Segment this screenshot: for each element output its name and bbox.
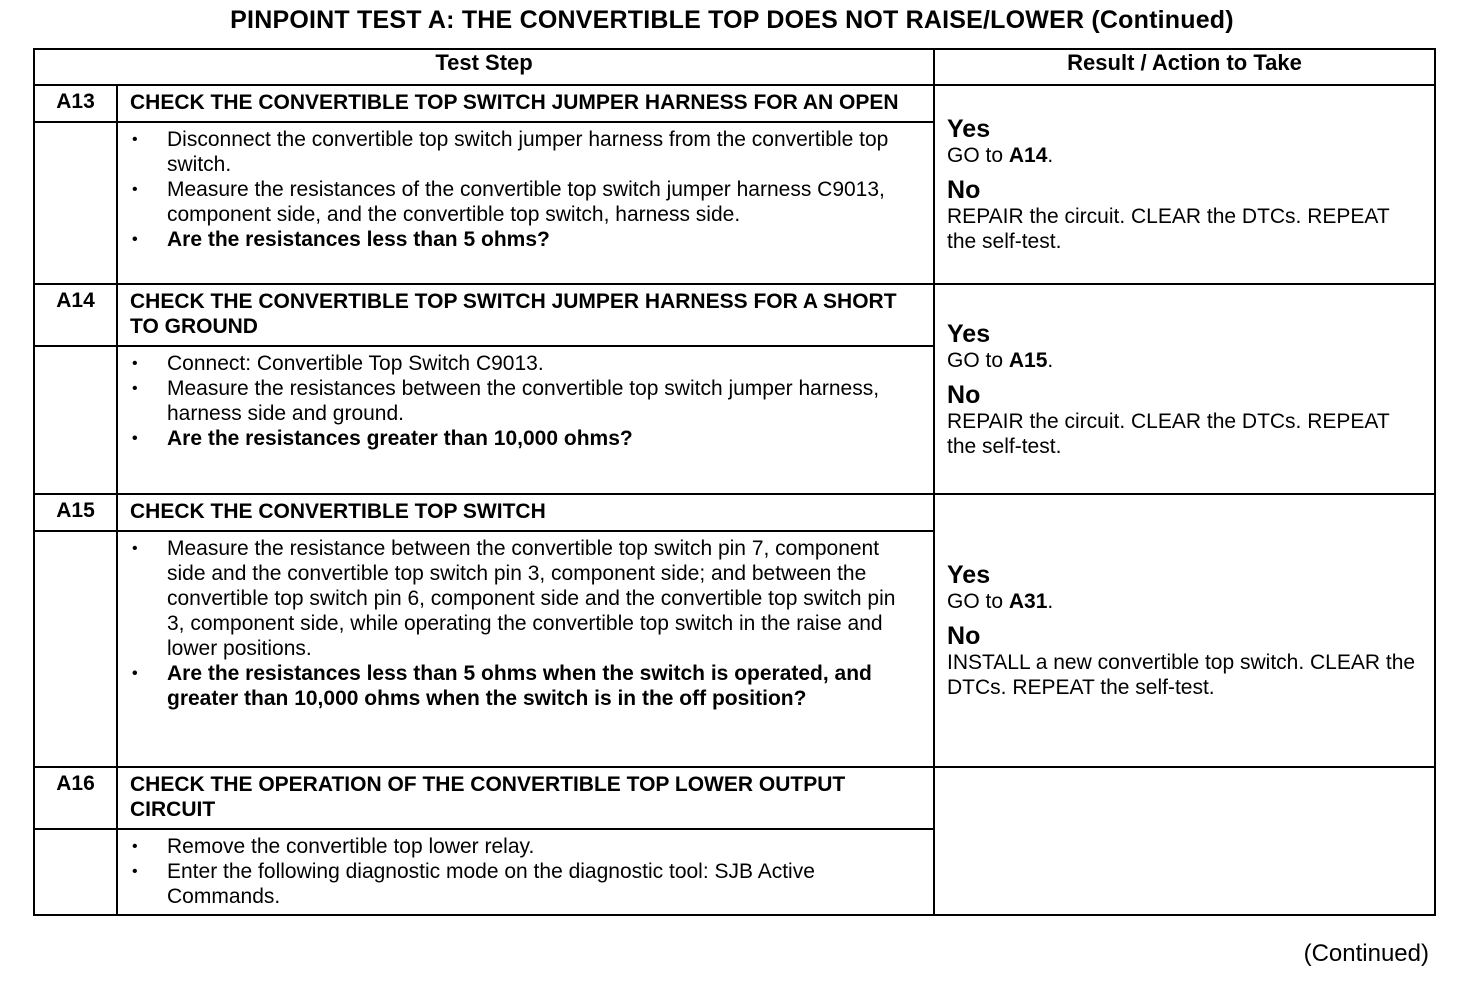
step-id: A13 bbox=[34, 85, 117, 122]
step-id-spacer bbox=[34, 346, 117, 494]
step-a16-title-row bbox=[34, 767, 1435, 829]
step-a14-title-row bbox=[34, 284, 1435, 346]
step-bullet: • Disconnect the convertible top switch jumper harness from the convertible top switch. bbox=[130, 127, 913, 177]
step-title: CHECK THE CONVERTIBLE TOP SWITCH JUMPER HARNESS FOR AN OPEN bbox=[117, 85, 934, 122]
page-title: PINPOINT TEST A: THE CONVERTIBLE TOP DOES NOT RAISE/LOWER (Continued) bbox=[230, 6, 1234, 34]
yes-action: GO to A31. bbox=[947, 590, 1054, 613]
step-title: CHECK THE CONVERTIBLE TOP SWITCH bbox=[117, 494, 934, 531]
step-id-spacer bbox=[34, 122, 117, 284]
step-id-spacer bbox=[34, 829, 117, 915]
step-id-spacer bbox=[34, 531, 117, 767]
step-a14-result bbox=[934, 284, 1435, 494]
step-body bbox=[117, 346, 934, 494]
no-action: INSTALL a new convertible top switch. CLEAR the DTCs. REPEAT the self-test. bbox=[947, 651, 1416, 699]
step-bullet: • Enter the following diagnostic mode on the diagnostic tool: SJB Active Commands. bbox=[130, 859, 913, 909]
step-bullet: • Connect: Convertible Top Switch C9013. bbox=[130, 351, 913, 376]
yes-label: Yes bbox=[947, 561, 991, 589]
step-a15-result bbox=[934, 494, 1435, 767]
yes-target-step: A14 bbox=[1008, 144, 1048, 167]
yes-action: GO to A14. bbox=[947, 144, 1054, 167]
step-bullet: • Measure the resistances of the convertible top switch jumper harness C9013, component side, and the convertible top switch, harness side. bbox=[130, 177, 913, 227]
step-a15-title-row bbox=[34, 494, 1435, 531]
step-question: • Are the resistances less than 5 ohms? bbox=[130, 227, 913, 252]
step-id: A14 bbox=[34, 284, 117, 346]
step-body bbox=[117, 122, 934, 284]
step-bullet: • Measure the resistance between the convertible top switch pin 7, component side and the convertible top switch pin 3, component side; and between the convertible top switch pin 6, component side and the convertible top switch pin 3, component side, while operating the convertible top switch in the raise and lower positions. bbox=[130, 536, 913, 661]
step-a16-result bbox=[934, 767, 1435, 915]
step-a13-title-row bbox=[34, 85, 1435, 122]
no-label: No bbox=[947, 380, 981, 409]
no-action: REPAIR the circuit. CLEAR the DTCs. REPEAT the self-test. bbox=[947, 205, 1390, 253]
yes-target-step: A31 bbox=[1008, 590, 1048, 613]
step-id: A16 bbox=[34, 767, 117, 829]
no-action: REPAIR the circuit. CLEAR the DTCs. REPEAT the self-test. bbox=[947, 409, 1390, 458]
yes-label: Yes bbox=[947, 115, 991, 143]
step-question: • Are the resistances less than 5 ohms when the switch is operated, and greater than 10,000 ohms when the switch is in the off position? bbox=[130, 661, 913, 711]
continued-note: (Continued) bbox=[1303, 940, 1429, 967]
no-label: No bbox=[947, 176, 981, 204]
yes-label: Yes bbox=[947, 319, 991, 348]
header-test-step: Test Step bbox=[34, 49, 934, 85]
table-header-row bbox=[34, 49, 1435, 85]
step-a13-result bbox=[934, 85, 1435, 284]
step-question: • Are the resistances greater than 10,000 ohms? bbox=[130, 426, 913, 451]
pinpoint-test-table bbox=[33, 48, 1436, 916]
step-title: CHECK THE OPERATION OF THE CONVERTIBLE TOP LOWER OUTPUT CIRCUIT bbox=[117, 767, 934, 829]
step-bullet: • Measure the resistances between the convertible top switch jumper harness, harness side and ground. bbox=[130, 376, 913, 426]
header-result: Result / Action to Take bbox=[934, 49, 1435, 85]
yes-action: GO to A15. bbox=[947, 348, 1054, 372]
no-label: No bbox=[947, 622, 981, 650]
step-id: A15 bbox=[34, 494, 117, 531]
step-title: CHECK THE CONVERTIBLE TOP SWITCH JUMPER HARNESS FOR A SHORT TO GROUND bbox=[117, 284, 934, 346]
step-body bbox=[117, 829, 934, 915]
step-bullet: • Remove the convertible top lower relay. bbox=[130, 834, 913, 859]
yes-target-step: A15 bbox=[1008, 348, 1048, 372]
step-body bbox=[117, 531, 934, 767]
